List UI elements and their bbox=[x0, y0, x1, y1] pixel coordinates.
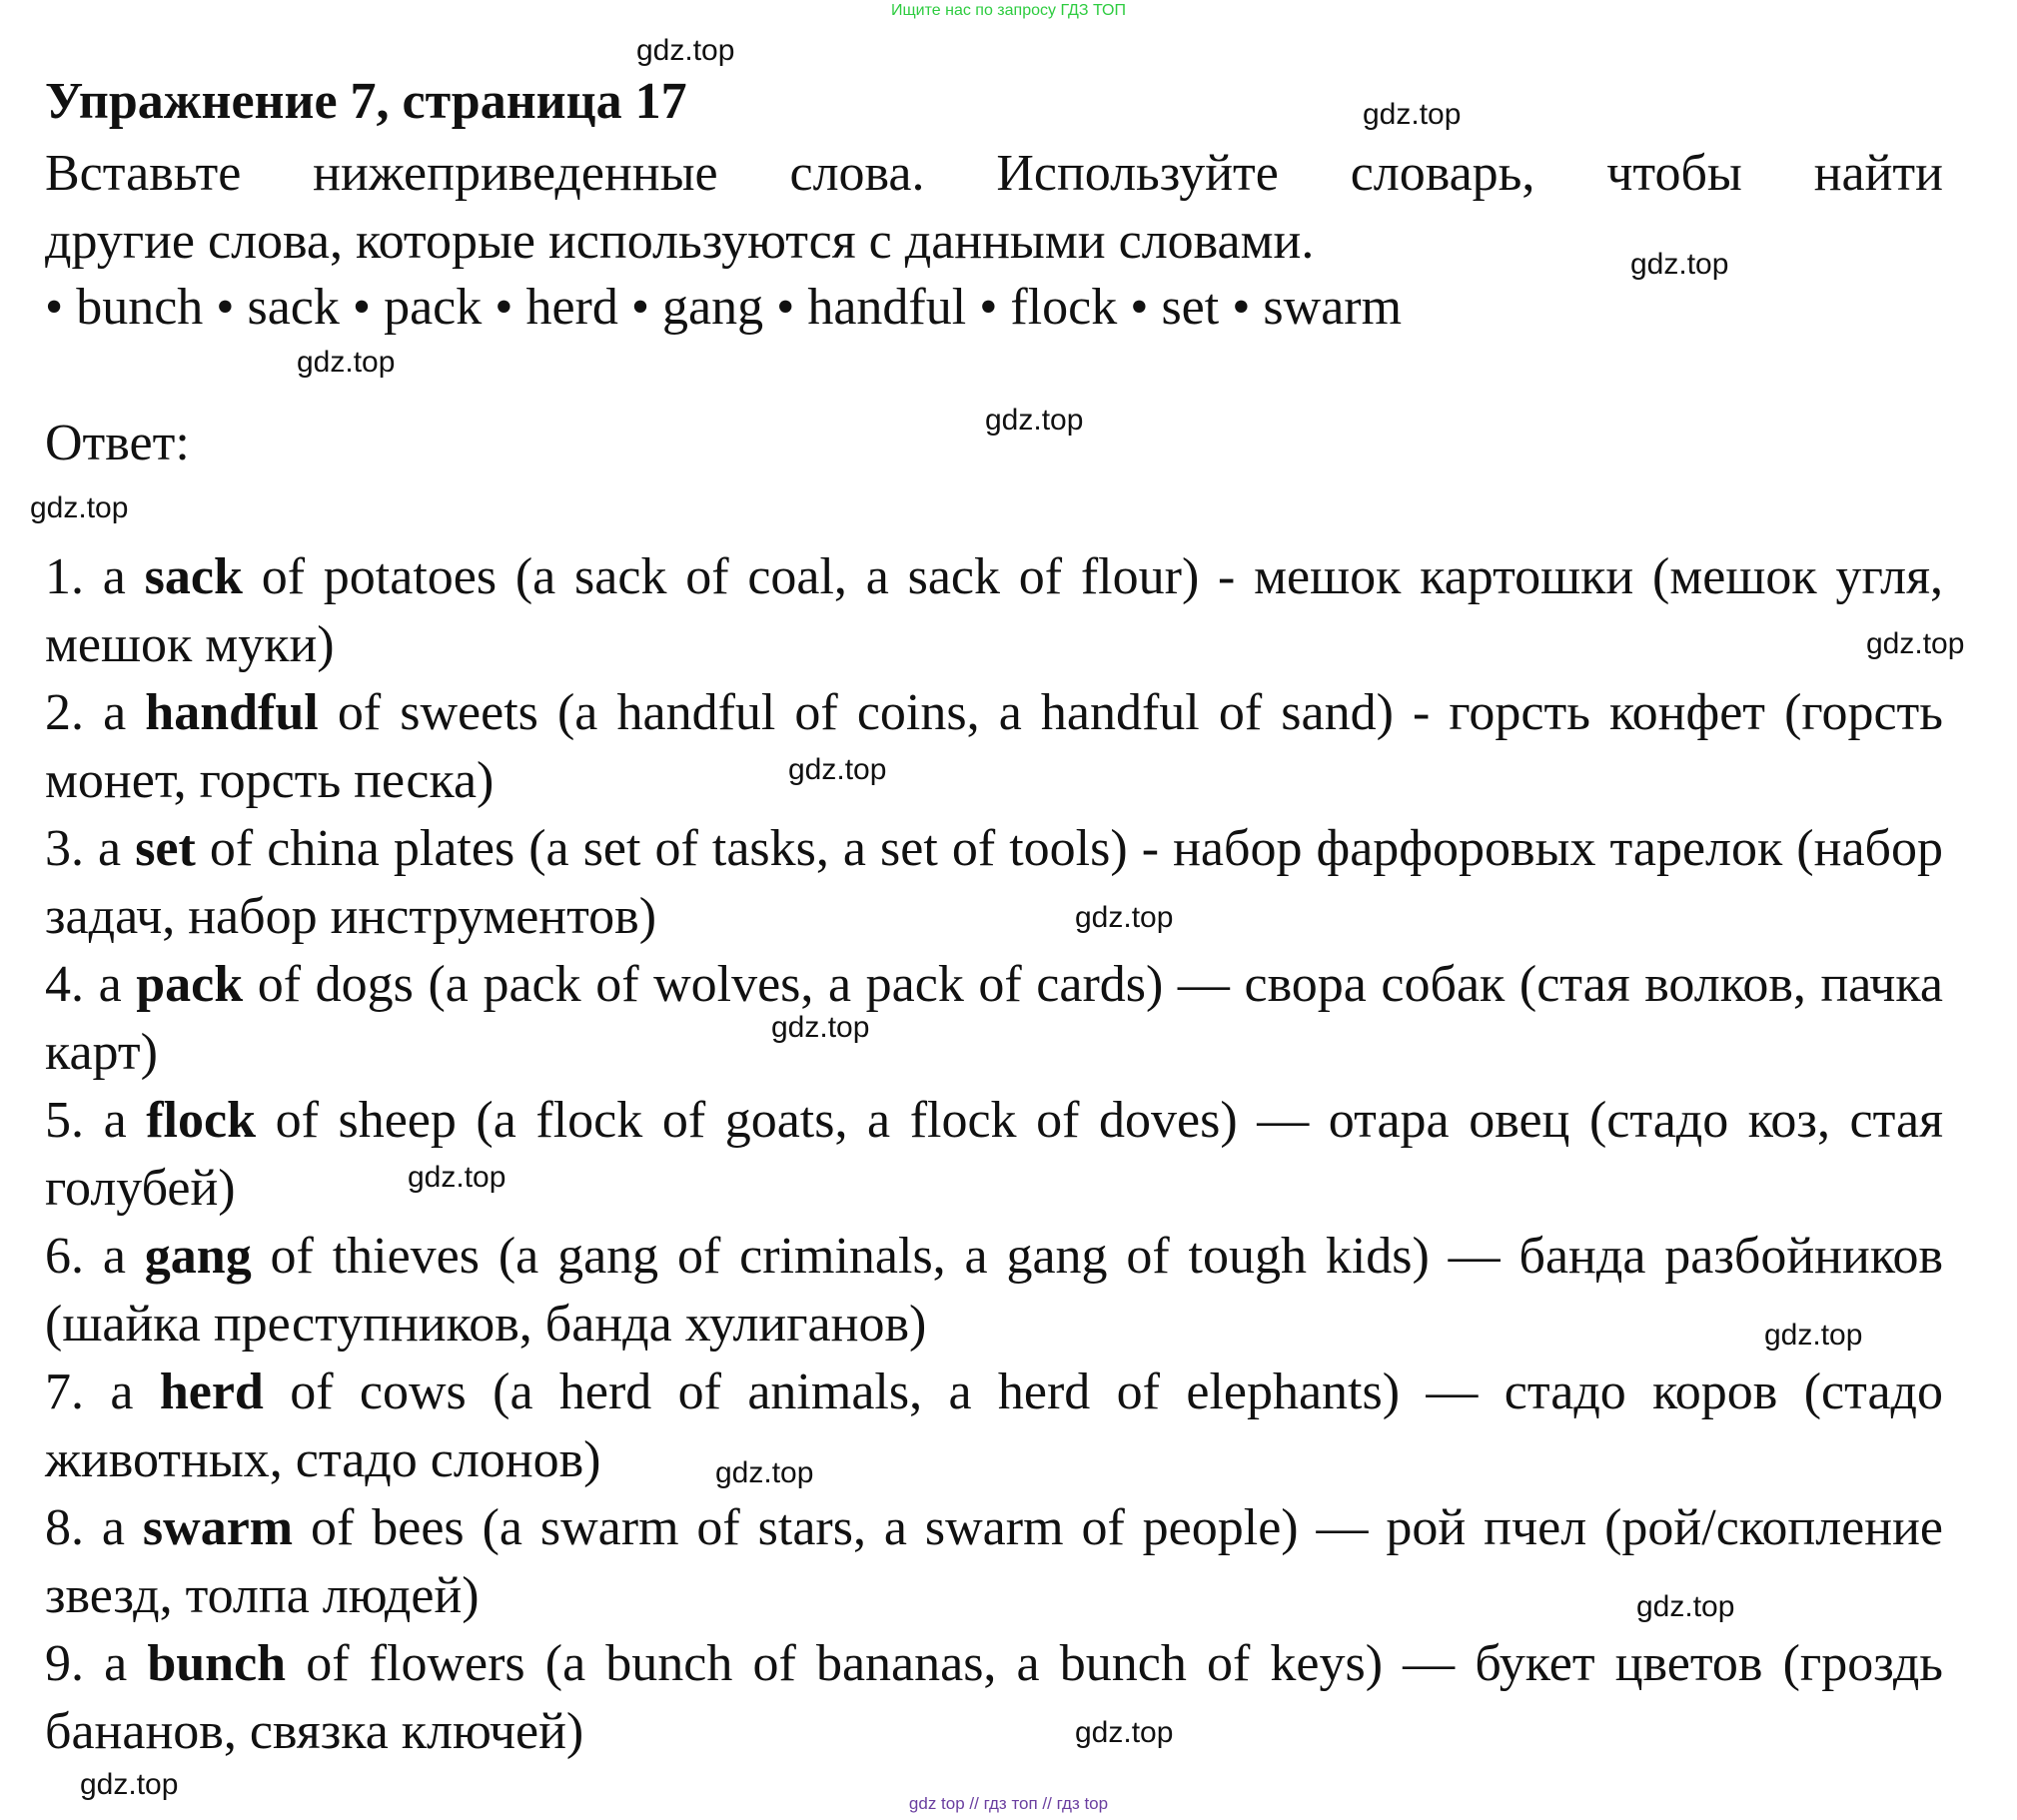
word-list: • bunch • sack • pack • herd • gang • handful • flock • set • swarm bbox=[45, 279, 1403, 336]
answer-keyword: bunch bbox=[147, 1635, 287, 1692]
answer-keyword: sack bbox=[144, 548, 243, 605]
answer-keyword: pack bbox=[136, 956, 244, 1013]
answer-rest: of thieves (a gang of criminals, a gang of tough kids) — банда разбойников (шайка преступников, банда хулиганов) bbox=[45, 1228, 1943, 1353]
watermark: gdz.top bbox=[636, 34, 735, 67]
answer-prefix: 2. a bbox=[45, 684, 146, 741]
answer-rest: of potatoes (a sack of coal, a sack of flour) - мешок картошки (мешок угля, мешок муки) bbox=[45, 548, 1943, 673]
answer-keyword: set bbox=[135, 820, 196, 877]
answer-list bbox=[45, 543, 1943, 1766]
answer-prefix: 7. a bbox=[45, 1364, 160, 1420]
answer-keyword: swarm bbox=[142, 1499, 294, 1556]
answer-item-7 bbox=[45, 1359, 1943, 1494]
watermark: gdz.top bbox=[1866, 627, 1965, 660]
answer-prefix: 3. a bbox=[45, 820, 136, 877]
answer-prefix: 6. a bbox=[45, 1228, 145, 1285]
answer-keyword: gang bbox=[144, 1228, 252, 1285]
watermark: gdz.top bbox=[715, 1456, 814, 1489]
answer-item-6 bbox=[45, 1223, 1943, 1359]
answer-rest: of bees (a swarm of stars, a swarm of people) — рой пчел (рой/скопление звезд, толпа людей) bbox=[45, 1499, 1943, 1624]
answer-item-9 bbox=[45, 1630, 1943, 1766]
page-title: Упражнение 7, страница 17 bbox=[45, 73, 687, 130]
watermark: gdz.top bbox=[30, 491, 129, 524]
answer-item-1 bbox=[45, 543, 1943, 679]
answer-rest: of sheep (a flock of goats, a flock of doves) — отара овец (стадо коз, стая голубей) bbox=[45, 1092, 1943, 1217]
answer-prefix: 4. a bbox=[45, 956, 137, 1013]
instruction-line-2: другие слова, которые используются с данными словами. bbox=[45, 213, 1315, 270]
watermark: gdz.top bbox=[1636, 1590, 1735, 1623]
footer-note: gdz top // гдз топ // гдз top bbox=[908, 1794, 1109, 1813]
answer-prefix: 1. a bbox=[45, 548, 145, 605]
answer-item-5 bbox=[45, 1087, 1943, 1223]
answer-rest: of sweets (a handful of coins, a handful of sand) - горсть конфет (горсть монет, горсть песка) bbox=[45, 684, 1943, 809]
answer-rest: of china plates (a set of tasks, a set of tools) - набор фарфоровых тарелок (набор задач, набор инструментов) bbox=[45, 820, 1943, 945]
answer-rest: of flowers (a bunch of bananas, a bunch of keys) — букет цветов (гроздь бананов, связка ключей) bbox=[45, 1635, 1943, 1760]
answer-prefix: 9. a bbox=[45, 1635, 148, 1692]
instruction-line-1: Вставьте нижеприведенные слова. Используйте словарь, чтобы найти bbox=[45, 145, 1943, 202]
watermark: gdz.top bbox=[788, 753, 887, 786]
watermark: gdz.top bbox=[80, 1768, 179, 1801]
answer-keyword: handful bbox=[145, 684, 319, 741]
answer-item-3 bbox=[45, 815, 1943, 951]
answer-item-2 bbox=[45, 679, 1943, 815]
answer-prefix: 5. a bbox=[45, 1092, 147, 1149]
answer-keyword: flock bbox=[146, 1092, 256, 1149]
answer-prefix: 8. a bbox=[45, 1499, 143, 1556]
answer-rest: of dogs (a pack of wolves, a pack of cards) — свора собак (стая волков, пачка карт) bbox=[45, 956, 1943, 1081]
answer-item-4 bbox=[45, 951, 1943, 1087]
header-note: Ищите нас по запросу ГДЗ ТОП bbox=[891, 2, 1126, 19]
watermark: gdz.top bbox=[297, 346, 396, 379]
watermark: gdz.top bbox=[408, 1161, 506, 1194]
answer-keyword: herd bbox=[159, 1364, 264, 1420]
answer-rest: of cows (a herd of animals, a herd of elephants) — стадо коров (стадо животных, стадо слонов) bbox=[45, 1364, 1943, 1488]
watermark: gdz.top bbox=[985, 404, 1084, 437]
watermark: gdz.top bbox=[1630, 248, 1729, 281]
watermark: gdz.top bbox=[1363, 98, 1462, 131]
watermark: gdz.top bbox=[1075, 901, 1174, 934]
answer-label: Ответ: bbox=[45, 415, 190, 471]
watermark: gdz.top bbox=[771, 1011, 870, 1044]
watermark: gdz.top bbox=[1764, 1319, 1863, 1352]
watermark: gdz.top bbox=[1075, 1716, 1174, 1749]
